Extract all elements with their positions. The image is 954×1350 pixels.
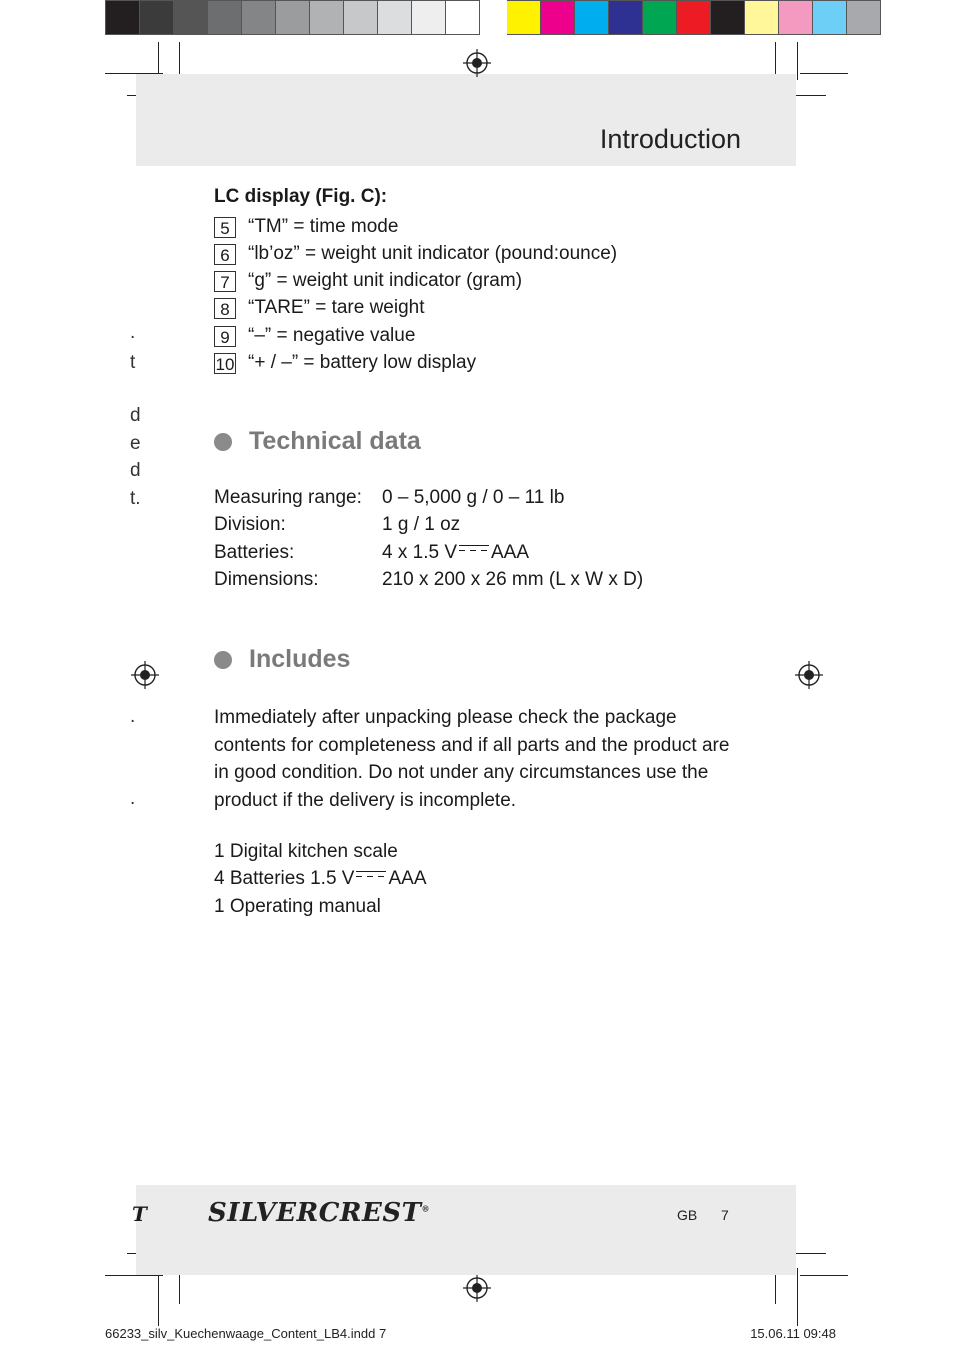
section-title: Technical data <box>249 427 421 455</box>
color-swatch <box>677 0 711 35</box>
color-swatch <box>779 0 813 35</box>
footer-left-fragment: T <box>132 1202 147 1226</box>
color-swatch <box>242 0 276 35</box>
color-swatch <box>378 0 412 35</box>
color-swatch <box>310 0 344 35</box>
lc-display-item <box>214 351 476 375</box>
color-swatch <box>344 0 378 35</box>
dc-symbol-icon <box>459 545 489 555</box>
spec-value: 0 – 5,000 g / 0 – 11 lb <box>382 487 565 508</box>
spec-value-part: AAA <box>491 542 530 563</box>
page-number: 7 <box>721 1207 729 1223</box>
item-part: 4 Batteries 1.5 V <box>214 868 355 889</box>
item-text: “g” = weight unit indicator (gram) <box>248 270 523 291</box>
margin-fragment: t. <box>130 488 141 509</box>
color-swatch <box>412 0 446 35</box>
logo-text: SILVERCREST <box>208 1198 422 1228</box>
spec-label: Division: <box>214 514 286 535</box>
color-bar-gap <box>480 0 507 35</box>
color-swatch <box>813 0 847 35</box>
lc-display-item <box>214 242 617 266</box>
color-swatch <box>711 0 745 35</box>
item-number: 6 <box>214 244 236 265</box>
crop-mark <box>800 1275 848 1276</box>
registration-mark-icon <box>463 1274 491 1302</box>
color-swatch <box>140 0 174 35</box>
color-swatch <box>507 0 541 35</box>
margin-fragment: . <box>130 788 136 809</box>
lc-display-item <box>214 324 415 348</box>
color-swatch <box>208 0 242 35</box>
lc-display-item <box>214 269 522 293</box>
spec-value <box>382 542 529 564</box>
color-swatch <box>643 0 677 35</box>
includes-heading <box>214 645 350 674</box>
includes-item <box>214 868 427 890</box>
color-swatch <box>105 0 140 35</box>
includes-item: 1 Digital kitchen scale <box>214 841 398 862</box>
registration-mark-icon <box>795 661 823 689</box>
margin-fragment: . <box>130 322 136 343</box>
item-text: “–” = negative value <box>248 325 416 346</box>
item-text: “TARE” = tare weight <box>248 297 425 318</box>
bullet-icon <box>214 651 232 669</box>
crop-mark <box>797 1268 798 1326</box>
includes-item: 1 Operating manual <box>214 896 381 917</box>
crop-mark <box>800 73 848 74</box>
color-swatch <box>174 0 208 35</box>
margin-fragment: t <box>130 352 136 373</box>
technical-data-heading <box>214 427 421 456</box>
item-number: 8 <box>214 298 236 319</box>
lc-display-item <box>214 215 398 239</box>
spec-value: 210 x 200 x 26 mm (L x W x D) <box>382 569 644 590</box>
item-text: “TM” = time mode <box>248 216 399 237</box>
item-number: 5 <box>214 217 236 238</box>
item-number: 9 <box>214 326 236 347</box>
margin-fragment: d <box>130 460 141 481</box>
color-swatch <box>276 0 310 35</box>
slug-date: 15.06.11 09:48 <box>750 1326 836 1341</box>
language-code: GB <box>677 1207 698 1223</box>
includes-paragraph: Immediately after unpacking please check the package contents for completeness and if all parts and the product are in good condition. Do not under any circumstances use the product if the delivery is incomplete. <box>214 707 730 811</box>
color-swatch <box>446 0 480 35</box>
color-swatch <box>609 0 643 35</box>
registration-mark-icon <box>131 661 159 689</box>
lc-display-heading: LC display (Fig. C): <box>214 186 388 207</box>
spec-value: 1 g / 1 oz <box>382 514 461 535</box>
margin-fragment: d <box>130 405 141 426</box>
registration-mark-icon <box>463 49 491 77</box>
lc-display-item <box>214 296 425 320</box>
crop-mark <box>797 42 798 80</box>
spec-label: Batteries: <box>214 542 295 563</box>
item-number: 7 <box>214 271 236 292</box>
spec-label: Dimensions: <box>214 569 319 590</box>
color-swatch <box>575 0 609 35</box>
item-number: 10 <box>215 354 235 374</box>
spec-value-part: 4 x 1.5 V <box>382 542 457 563</box>
slug-filename: 66233_silv_Kuechenwaage_Content_LB4.indd 7 <box>105 1326 387 1341</box>
color-swatch <box>541 0 575 35</box>
margin-fragment: . <box>130 706 136 727</box>
item-text: “lb’oz” = weight unit indicator (pound:ounce) <box>248 243 618 264</box>
crop-mark <box>158 1268 159 1326</box>
section-title: Includes <box>249 645 351 673</box>
item-part: AAA <box>388 868 427 889</box>
color-swatch <box>847 0 881 35</box>
bullet-icon <box>214 433 232 451</box>
crop-mark <box>105 1275 163 1276</box>
dc-symbol-icon <box>356 871 386 881</box>
silvercrest-logo: SILVERCREST® <box>208 1198 430 1228</box>
spec-label: Measuring range: <box>214 487 362 508</box>
page-title: Introduction <box>599 124 741 154</box>
item-text: “+ / –” = battery low display <box>248 352 477 373</box>
margin-fragment: e <box>130 433 141 454</box>
color-swatch <box>745 0 779 35</box>
print-color-bar <box>105 0 881 35</box>
